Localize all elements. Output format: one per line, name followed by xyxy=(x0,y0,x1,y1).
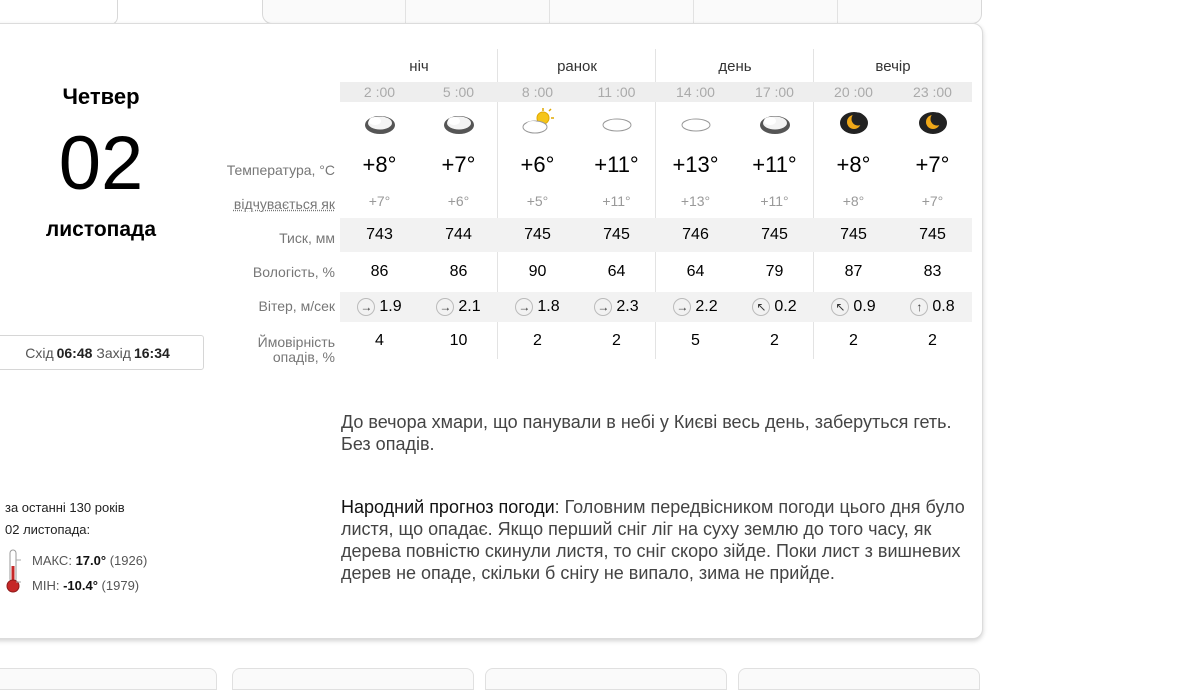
hour-label: 5 :00 xyxy=(419,82,498,102)
wind-cell xyxy=(814,292,893,322)
tab-divider xyxy=(405,0,406,23)
wind-value: 0.9 xyxy=(853,298,876,315)
feels-like-value: +5° xyxy=(526,193,549,209)
history-caption: за останні 130 років xyxy=(5,500,125,515)
day-number: 02 xyxy=(58,121,144,206)
precip-value: 2 xyxy=(849,332,858,349)
humidity-value: 86 xyxy=(449,263,468,280)
wind-cell xyxy=(893,292,972,322)
precip-value: 2 xyxy=(533,332,542,349)
wind-northwest-arrow-icon: ↖ xyxy=(752,298,770,316)
period-morning: ранок xyxy=(557,58,597,75)
precip-value: 5 xyxy=(691,332,700,349)
day-tabs-next xyxy=(262,0,982,24)
humidity-value: 64 xyxy=(607,263,626,280)
bottom-card xyxy=(738,668,980,690)
period-day: день xyxy=(718,58,752,75)
precip-value: 2 xyxy=(928,332,937,349)
folk-forecast-text: : Головним передвісником погоди цього дня було листя, що опадає. Якщо перший сніг ліг на суху землю до того часу, як дерева повністю скинули листя, то сніг скоро зійде. Поки лист з вишневих дерев не опаде, скільки б снігу не випало, зима не прийде. xyxy=(341,497,965,583)
wind-label: Вітер, м/сек xyxy=(258,298,335,314)
pressure-label: Тиск, мм xyxy=(279,230,335,246)
wind-value: 0.2 xyxy=(774,298,797,315)
cloudy-night-icon xyxy=(362,108,398,138)
sunrise-time: 06:48 xyxy=(56,344,93,361)
wind-northwest-arrow-icon: ↖ xyxy=(831,298,849,316)
pressure-value: 744 xyxy=(419,218,498,252)
pressure-value: 745 xyxy=(498,218,577,252)
pressure-value: 745 xyxy=(814,218,893,252)
temperature-value: +6° xyxy=(520,152,555,177)
humidity-label: Вологість, % xyxy=(252,264,335,280)
cloudy-night-icon xyxy=(757,108,793,138)
precip-value: 10 xyxy=(449,332,468,349)
wind-value: 1.8 xyxy=(537,298,560,315)
light-cloud-icon xyxy=(678,108,714,138)
humidity-value: 90 xyxy=(528,263,547,280)
folk-forecast-title: Народний прогноз погоди xyxy=(341,497,555,517)
wind-value: 2.1 xyxy=(458,298,481,315)
temperature-value: +13° xyxy=(672,152,719,177)
history-max-year: (1926) xyxy=(109,553,148,568)
humidity-value: 64 xyxy=(686,263,705,280)
precip-label-line2: опадів, % xyxy=(272,349,335,365)
wind-value: 1.9 xyxy=(379,298,402,315)
hour-label: 20 :00 xyxy=(814,82,893,102)
period-evening: вечір xyxy=(875,58,911,75)
wind-value: 0.8 xyxy=(932,298,955,315)
forecast-description: До вечора хмари, що панували в небі у Києві весь день, заберуться геть. Без опадів. xyxy=(341,412,952,454)
wind-east-arrow-icon: → xyxy=(673,298,691,316)
humidity-value: 86 xyxy=(370,263,389,280)
precip-value: 4 xyxy=(375,332,384,349)
history-date: 02 листопада: xyxy=(5,522,91,537)
history-min-value: -10.4° xyxy=(63,578,98,593)
humidity-value: 83 xyxy=(923,263,942,280)
temperature-value: +8° xyxy=(836,152,871,177)
feels-like-value: +13° xyxy=(680,193,711,209)
precip-label-line1: Ймовірність xyxy=(257,334,335,350)
wind-value: 2.3 xyxy=(616,298,639,315)
hour-label: 14 :00 xyxy=(656,82,735,102)
history-min xyxy=(32,578,139,593)
wind-east-arrow-icon: → xyxy=(594,298,612,316)
history-min-label: МІН: xyxy=(32,578,60,593)
hour-label: 2 :00 xyxy=(340,82,419,102)
wind-cell xyxy=(735,292,814,322)
sunrise-label: Схід xyxy=(25,344,54,361)
wind-cell xyxy=(577,292,656,322)
history-max xyxy=(32,553,147,568)
history-max-value: 17.0° xyxy=(75,553,107,568)
day-tab-previous[interactable] xyxy=(0,0,118,25)
hour-label: 11 :00 xyxy=(577,82,656,102)
bottom-card xyxy=(485,668,727,690)
wind-cell xyxy=(498,292,577,322)
history-min-year: (1979) xyxy=(101,578,140,593)
wind-east-arrow-icon: → xyxy=(436,298,454,316)
bottom-card xyxy=(0,668,217,690)
bottom-card xyxy=(232,668,474,690)
wind-east-arrow-icon: → xyxy=(357,298,375,316)
sunrise-sunset xyxy=(0,335,204,370)
wind-cell xyxy=(340,292,419,322)
precip-value: 2 xyxy=(770,332,779,349)
wind-value: 2.2 xyxy=(695,298,718,315)
wind-north-arrow-icon: ↑ xyxy=(910,298,928,316)
pressure-value: 745 xyxy=(577,218,656,252)
wind-cell xyxy=(656,292,735,322)
moon-icon xyxy=(836,108,872,138)
precip-value: 2 xyxy=(612,332,621,349)
sunset-time: 16:34 xyxy=(133,344,170,361)
temperature-value: +7° xyxy=(915,152,950,177)
weekday: Четвер xyxy=(62,84,140,109)
precip-label xyxy=(200,335,335,365)
temperature-value: +11° xyxy=(594,152,639,177)
feels-like-link[interactable]: відчувається як xyxy=(233,196,335,212)
pressure-value: 745 xyxy=(735,218,814,252)
humidity-value: 87 xyxy=(844,263,863,280)
temperature-value: +11° xyxy=(752,152,797,177)
temperature-value: +7° xyxy=(441,152,476,177)
hour-label: 8 :00 xyxy=(498,82,577,102)
feels-like-value: +6° xyxy=(447,193,470,209)
pressure-value: 746 xyxy=(656,218,735,252)
light-cloud-icon xyxy=(599,108,635,138)
feels-like-value: +8° xyxy=(842,193,865,209)
wind-east-arrow-icon: → xyxy=(515,298,533,316)
wind-cell xyxy=(419,292,498,322)
cloudy-night-icon xyxy=(441,108,477,138)
feels-like-value: +11° xyxy=(760,193,789,209)
temperature-label: Температура, °C xyxy=(226,162,335,178)
tab-divider xyxy=(693,0,694,23)
temperature-value: +8° xyxy=(362,152,397,177)
thermometer-icon xyxy=(5,548,21,594)
tab-divider xyxy=(837,0,838,23)
feels-like-value: +7° xyxy=(921,193,944,209)
hour-label: 23 :00 xyxy=(893,82,972,102)
month: листопада xyxy=(45,218,157,241)
partly-cloudy-sun-icon xyxy=(520,108,556,138)
folk-forecast xyxy=(341,496,971,584)
feels-like-value: +11° xyxy=(602,193,631,209)
humidity-value: 79 xyxy=(765,263,784,280)
sunset-label: Захід xyxy=(96,344,131,361)
hour-label: 17 :00 xyxy=(735,82,814,102)
tab-divider xyxy=(549,0,550,23)
pressure-value: 743 xyxy=(340,218,419,252)
period-night: ніч xyxy=(409,58,429,75)
moon-icon xyxy=(915,108,951,138)
history-max-label: МАКС: xyxy=(32,553,72,568)
feels-like-value: +7° xyxy=(368,193,391,209)
pressure-value: 745 xyxy=(893,218,972,252)
